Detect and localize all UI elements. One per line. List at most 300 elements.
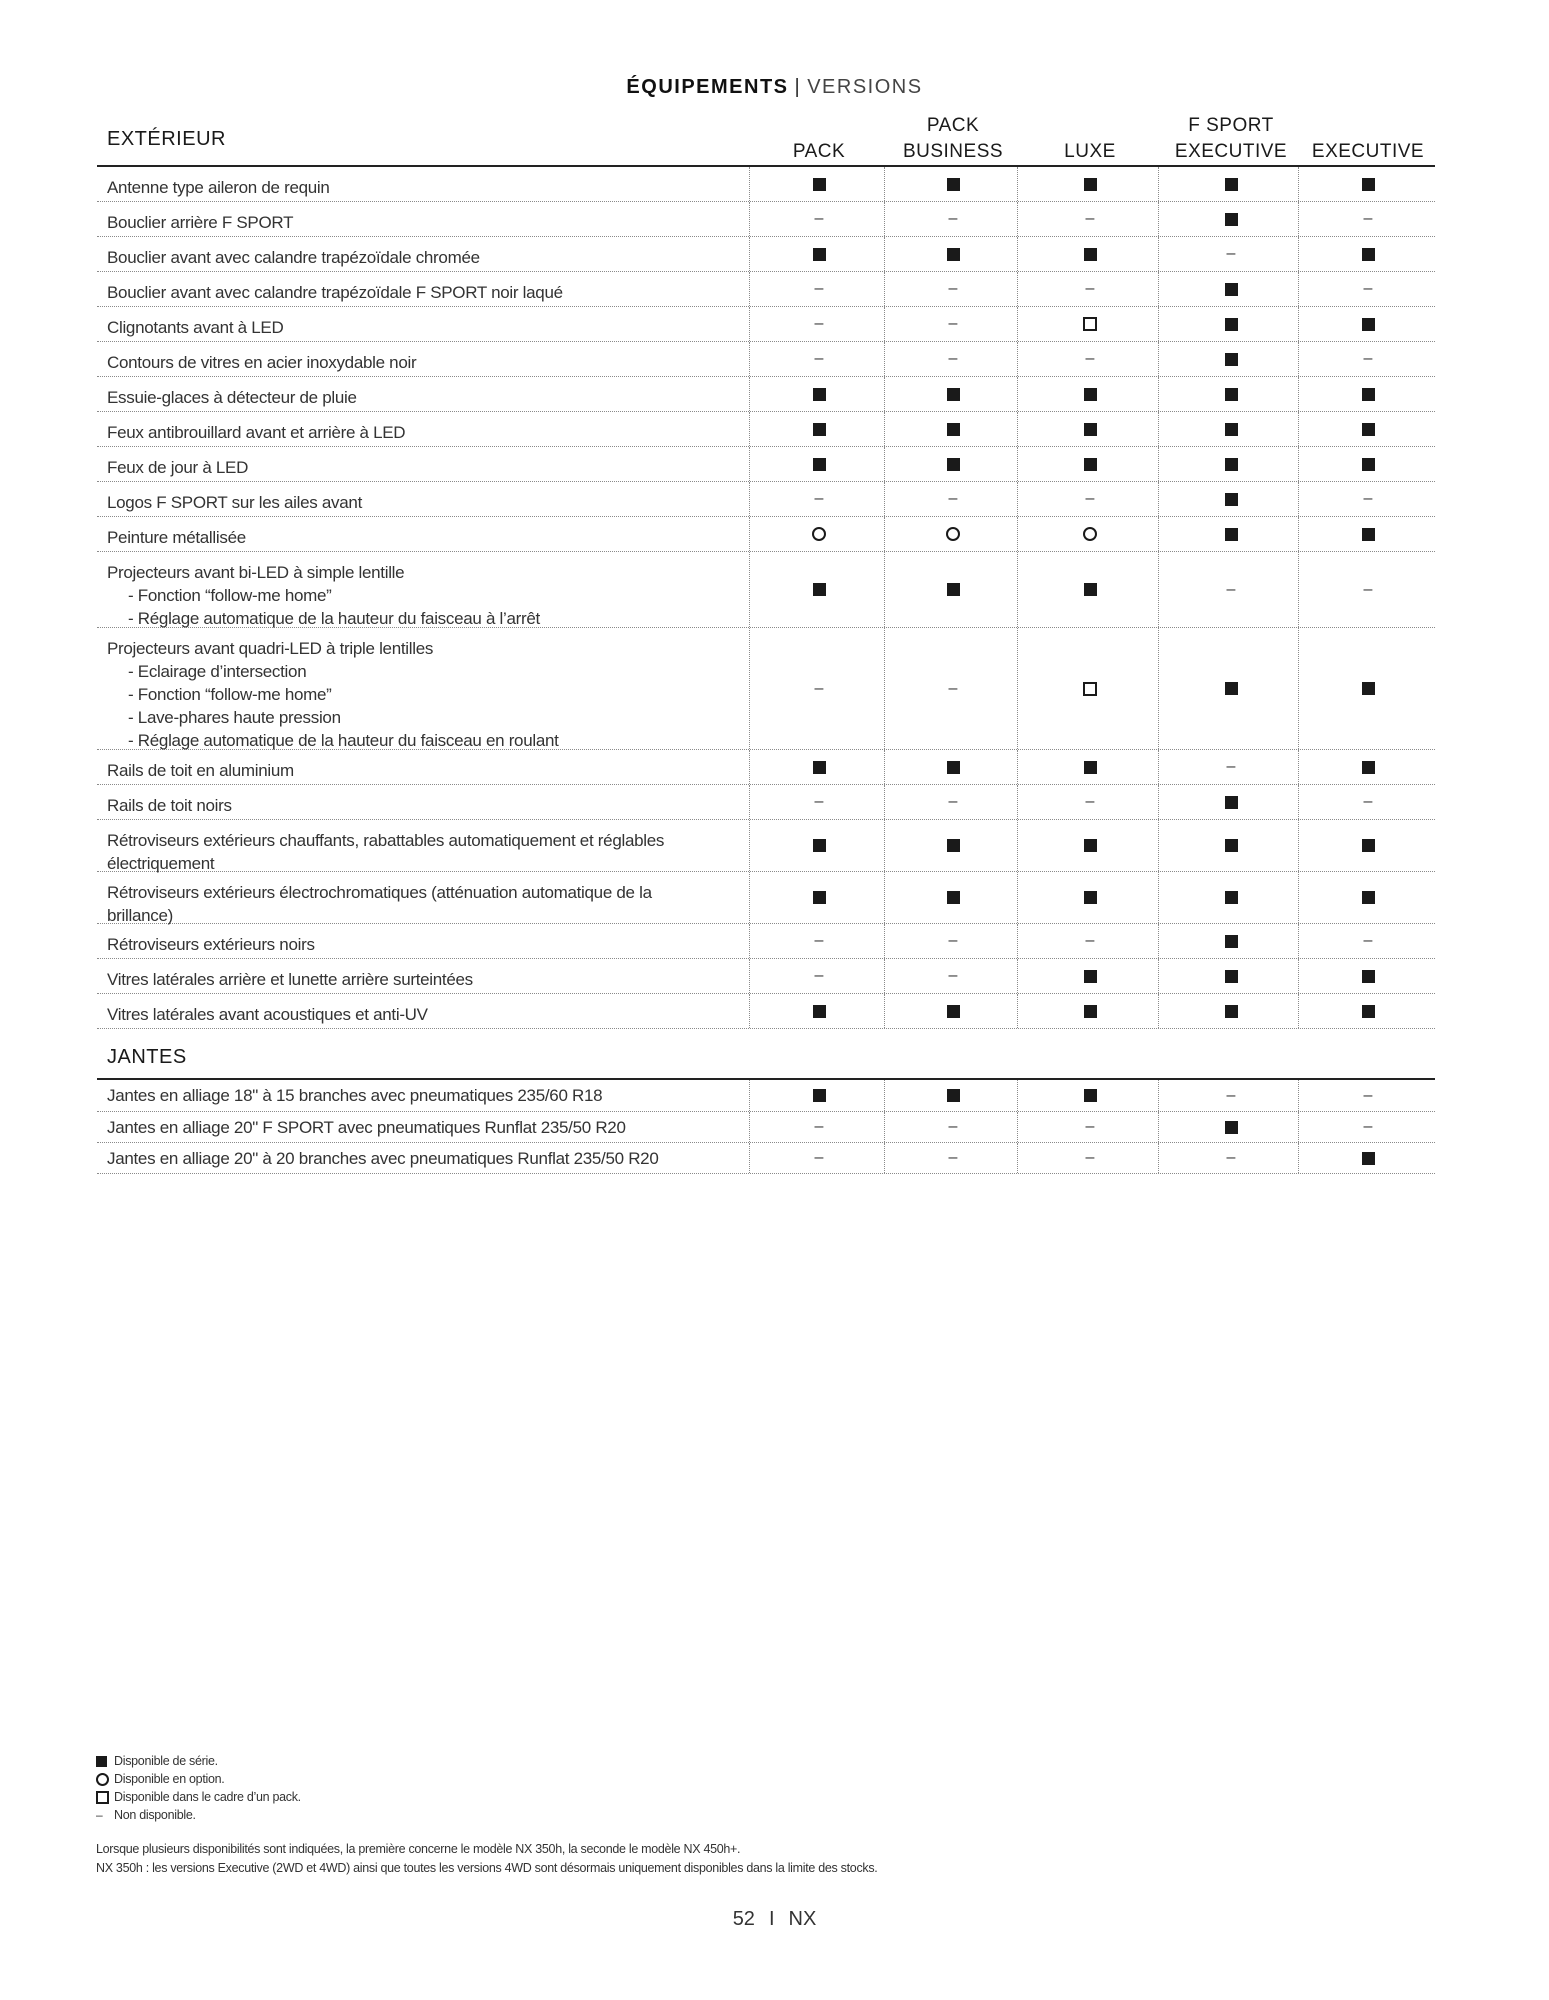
column-divider xyxy=(1158,552,1159,627)
column-divider xyxy=(884,1143,885,1173)
availability-cell xyxy=(887,1143,1019,1173)
column-divider xyxy=(1158,202,1159,236)
column-divider xyxy=(1158,237,1159,271)
availability-cell xyxy=(1301,924,1435,958)
availability-cell xyxy=(1301,482,1435,516)
table-row xyxy=(97,924,1435,959)
column-header xyxy=(887,113,1019,165)
availability-cell xyxy=(1161,872,1301,923)
column-divider xyxy=(884,924,885,958)
column-divider xyxy=(749,412,750,446)
availability-cell xyxy=(1301,820,1435,871)
column-divider xyxy=(1298,167,1299,201)
column-divider xyxy=(749,785,750,819)
standard-square-icon xyxy=(1225,388,1238,401)
column-divider xyxy=(1158,872,1159,923)
table-row xyxy=(97,1080,1435,1112)
pack-open-square-icon xyxy=(1083,317,1097,331)
column-divider xyxy=(884,202,885,236)
availability-cell xyxy=(1301,447,1435,481)
standard-square-icon xyxy=(813,388,826,401)
row-label xyxy=(107,246,707,269)
availability-cell xyxy=(1020,959,1160,993)
column-divider xyxy=(884,552,885,627)
standard-square-icon xyxy=(1225,458,1238,471)
availability-cell xyxy=(1020,447,1160,481)
standard-square-icon xyxy=(813,1005,826,1018)
page-footer xyxy=(0,1908,1549,1931)
row-label-main: Vitres latérales arrière et lunette arrière surteintées xyxy=(107,970,473,989)
row-label xyxy=(107,176,707,199)
standard-square-icon xyxy=(1225,353,1238,366)
availability-cell xyxy=(1301,167,1435,201)
availability-cell xyxy=(887,202,1019,236)
row-label xyxy=(107,968,707,991)
availability-cell xyxy=(1020,820,1160,871)
table-row xyxy=(97,482,1435,517)
availability-cell xyxy=(1161,307,1301,341)
standard-square-icon xyxy=(1084,388,1097,401)
standard-square-icon xyxy=(1362,1005,1375,1018)
availability-cell xyxy=(1301,517,1435,551)
legend-text: Disponible en option. xyxy=(114,1772,225,1786)
legend-item xyxy=(96,1752,301,1770)
standard-square-icon xyxy=(1225,283,1238,296)
option-circle-icon xyxy=(96,1773,109,1786)
standard-square-icon xyxy=(1225,1121,1238,1134)
column-divider xyxy=(1017,517,1018,551)
not-available-dash: – xyxy=(814,679,824,697)
availability-cell xyxy=(1020,872,1160,923)
availability-cell xyxy=(1161,924,1301,958)
column-divider xyxy=(1158,342,1159,376)
availability-cell xyxy=(1161,342,1301,376)
standard-square-icon xyxy=(1362,248,1375,261)
standard-square-icon xyxy=(1225,178,1238,191)
availability-cell xyxy=(1301,412,1435,446)
column-divider xyxy=(884,872,885,923)
not-available-dash: – xyxy=(1363,490,1373,507)
not-available-dash: – xyxy=(948,210,958,227)
row-label-main: Clignotants avant à LED xyxy=(107,318,284,337)
column-divider xyxy=(749,750,750,784)
table-rows xyxy=(97,167,1435,1029)
availability-cell xyxy=(887,342,1019,376)
availability-cell xyxy=(1301,342,1435,376)
column-divider xyxy=(1158,447,1159,481)
column-divider xyxy=(1158,924,1159,958)
standard-square-icon xyxy=(813,423,826,436)
standard-square-icon xyxy=(1084,839,1097,852)
column-divider xyxy=(1017,272,1018,306)
not-available-dash: – xyxy=(948,280,958,297)
row-label-sub: - Eclairage d’intersection xyxy=(128,662,307,681)
availability-cell xyxy=(752,750,886,784)
title-separator: | xyxy=(794,76,802,98)
not-available-dash: – xyxy=(1363,580,1373,598)
availability-cell xyxy=(1020,517,1160,551)
availability-cell xyxy=(1020,628,1160,749)
row-label-main: Rails de toit noirs xyxy=(107,796,232,815)
section-exterieur xyxy=(97,112,1435,1029)
column-divider xyxy=(1017,872,1018,923)
not-available-dash: – xyxy=(948,490,958,507)
column-divider xyxy=(1298,628,1299,749)
column-divider xyxy=(1298,1143,1299,1173)
table-row xyxy=(97,272,1435,307)
column-divider xyxy=(884,785,885,819)
availability-cell xyxy=(752,447,886,481)
not-available-dash: – xyxy=(814,932,824,949)
column-divider xyxy=(1298,412,1299,446)
column-divider xyxy=(1158,377,1159,411)
not-available-dash: – xyxy=(1085,1149,1095,1166)
availability-cell xyxy=(887,552,1019,627)
availability-cell xyxy=(1161,412,1301,446)
standard-square-icon xyxy=(1362,891,1375,904)
table-row xyxy=(97,202,1435,237)
column-divider xyxy=(1298,342,1299,376)
standard-square-icon xyxy=(813,458,826,471)
table-row xyxy=(97,307,1435,342)
row-label-main: Vitres latérales avant acoustiques et anti-UV xyxy=(107,1005,428,1024)
column-divider xyxy=(1158,750,1159,784)
column-divider xyxy=(1158,307,1159,341)
column-divider xyxy=(1158,1112,1159,1142)
column-divider xyxy=(749,1112,750,1142)
row-label-main: Bouclier avant avec calandre trapézoïdale chromée xyxy=(107,248,480,267)
availability-cell xyxy=(752,482,886,516)
availability-cell xyxy=(1161,552,1301,627)
column-divider xyxy=(884,1080,885,1111)
row-label-sub: brillance) xyxy=(107,906,173,925)
availability-cell xyxy=(1161,517,1301,551)
column-divider xyxy=(1298,994,1299,1028)
standard-square-icon xyxy=(1362,1152,1375,1165)
standard-square-icon xyxy=(1084,891,1097,904)
standard-square-icon xyxy=(1225,891,1238,904)
availability-cell xyxy=(1161,202,1301,236)
availability-cell xyxy=(752,628,886,749)
standard-square-icon xyxy=(1084,583,1097,596)
availability-cell xyxy=(752,1112,886,1142)
column-divider xyxy=(749,377,750,411)
column-header-line2: EXECUTIVE xyxy=(1311,141,1425,162)
row-label-sub: - Réglage automatique de la hauteur du faisceau à l’arrêt xyxy=(128,609,540,628)
standard-square-icon xyxy=(813,178,826,191)
legend-symbol xyxy=(96,1807,114,1823)
column-divider xyxy=(1017,1080,1018,1111)
row-label-main: Feux de jour à LED xyxy=(107,458,249,477)
availability-cell xyxy=(752,377,886,411)
row-label-sub: - Fonction “follow-me home” xyxy=(128,586,332,605)
legend-text: Disponible de série. xyxy=(114,1754,218,1768)
standard-square-icon xyxy=(1362,970,1375,983)
column-divider xyxy=(884,237,885,271)
availability-cell xyxy=(1161,1112,1301,1142)
availability-cell xyxy=(752,237,886,271)
standard-square-icon xyxy=(947,248,960,261)
not-available-dash: – xyxy=(1363,350,1373,367)
standard-square-icon xyxy=(1225,839,1238,852)
availability-cell xyxy=(1020,1080,1160,1111)
not-available-dash: – xyxy=(1363,932,1373,949)
standard-square-icon xyxy=(1362,528,1375,541)
availability-cell xyxy=(752,924,886,958)
availability-cell xyxy=(887,750,1019,784)
column-divider xyxy=(1298,785,1299,819)
not-available-dash: – xyxy=(948,350,958,367)
column-divider xyxy=(884,342,885,376)
availability-cell xyxy=(1020,377,1160,411)
availability-cell xyxy=(887,785,1019,819)
standard-square-icon xyxy=(1225,493,1238,506)
row-label-main: Feux antibrouillard avant et arrière à LED xyxy=(107,423,406,442)
standard-square-icon xyxy=(1225,1005,1238,1018)
table-rows xyxy=(97,1080,1435,1174)
row-label xyxy=(107,561,707,630)
availability-cell xyxy=(887,820,1019,871)
availability-cell xyxy=(1161,994,1301,1028)
availability-cell xyxy=(887,307,1019,341)
column-header xyxy=(1020,113,1160,165)
column-divider xyxy=(884,517,885,551)
availability-cell xyxy=(1161,377,1301,411)
row-label-main: Peinture métallisée xyxy=(107,528,246,547)
table-row xyxy=(97,872,1435,924)
column-divider xyxy=(1298,377,1299,411)
standard-square-icon xyxy=(1084,1005,1097,1018)
standard-square-icon xyxy=(1362,423,1375,436)
availability-cell xyxy=(1161,237,1301,271)
availability-cell xyxy=(1161,1080,1301,1111)
availability-cell xyxy=(1301,377,1435,411)
availability-cell xyxy=(752,517,886,551)
note-1: Lorsque plusieurs disponibilités sont indiquées, la première concerne le modèle NX 350h, la seconde le modèle NX 450h+. xyxy=(96,1842,741,1856)
not-available-dash: – xyxy=(1363,1086,1373,1104)
table-row xyxy=(97,628,1435,750)
column-divider xyxy=(749,517,750,551)
availability-cell xyxy=(887,412,1019,446)
not-available-dash: – xyxy=(948,932,958,949)
availability-cell xyxy=(1301,1143,1435,1173)
column-divider xyxy=(1298,924,1299,958)
column-divider xyxy=(1298,552,1299,627)
column-divider xyxy=(1017,994,1018,1028)
row-label xyxy=(107,456,707,479)
column-divider xyxy=(884,1112,885,1142)
section-title: JANTES xyxy=(107,1046,187,1068)
availability-cell xyxy=(1161,750,1301,784)
standard-square-icon xyxy=(1225,970,1238,983)
availability-cell xyxy=(752,872,886,923)
availability-cell xyxy=(752,820,886,871)
column-divider xyxy=(749,959,750,993)
note-2: NX 350h : les versions Executive (2WD et 4WD) ainsi que toutes les versions 4WD sont désormais uniquement disponibles dans la limite des stocks. xyxy=(96,1861,878,1875)
option-circle-icon xyxy=(1083,527,1097,541)
not-available-dash: – xyxy=(1226,1086,1236,1104)
availability-cell xyxy=(887,1112,1019,1142)
availability-cell xyxy=(1020,994,1160,1028)
row-label-main: Bouclier avant avec calandre trapézoïdale F SPORT noir laqué xyxy=(107,283,563,302)
column-divider xyxy=(1298,272,1299,306)
availability-cell xyxy=(887,872,1019,923)
column-header-line1 xyxy=(752,113,886,139)
standard-square-icon xyxy=(813,1089,826,1102)
table-row xyxy=(97,237,1435,272)
column-divider xyxy=(884,628,885,749)
column-divider xyxy=(1017,552,1018,627)
standard-square-icon xyxy=(947,761,960,774)
availability-cell xyxy=(752,307,886,341)
standard-square-icon xyxy=(1084,761,1097,774)
availability-cell xyxy=(752,202,886,236)
standard-square-icon xyxy=(1225,423,1238,436)
not-available-dash: – xyxy=(1085,490,1095,507)
column-divider xyxy=(1158,994,1159,1028)
not-available-dash: – xyxy=(948,679,958,697)
row-label-main: Rétroviseurs extérieurs chauffants, rabattables automatiquement et réglables xyxy=(107,831,665,850)
availability-cell xyxy=(1020,272,1160,306)
column-header xyxy=(1161,113,1301,165)
column-divider xyxy=(1298,750,1299,784)
availability-cell xyxy=(1020,1143,1160,1173)
column-divider xyxy=(1017,237,1018,271)
row-label-main: Rails de toit en aluminium xyxy=(107,761,294,780)
column-header-line1: PACK xyxy=(926,115,980,136)
row-label xyxy=(107,1147,707,1170)
legend xyxy=(96,1752,301,1824)
standard-square-icon xyxy=(1225,213,1238,226)
column-divider xyxy=(884,447,885,481)
column-divider xyxy=(884,820,885,871)
standard-square-icon xyxy=(947,583,960,596)
standard-square-icon xyxy=(1362,178,1375,191)
column-divider xyxy=(1017,785,1018,819)
availability-cell xyxy=(1301,785,1435,819)
standard-square-icon xyxy=(1362,318,1375,331)
availability-cell xyxy=(1161,785,1301,819)
standard-square-icon xyxy=(1225,682,1238,695)
table-row xyxy=(97,342,1435,377)
row-label-main: Projecteurs avant bi-LED à simple lentille xyxy=(107,563,405,582)
standard-square-icon xyxy=(1362,682,1375,695)
row-label xyxy=(107,881,707,927)
row-label-main: Rétroviseurs extérieurs électrochromatiques (atténuation automatique de la xyxy=(107,883,652,902)
column-header-line2: PACK xyxy=(792,141,846,162)
availability-cell xyxy=(752,959,886,993)
column-header-line1: F SPORT xyxy=(1188,115,1274,136)
column-divider xyxy=(1158,167,1159,201)
not-available-dash: – xyxy=(814,793,824,810)
availability-cell xyxy=(1020,1112,1160,1142)
not-available-dash: – xyxy=(96,1808,103,1822)
availability-cell xyxy=(1161,447,1301,481)
availability-cell xyxy=(1020,307,1160,341)
row-label-main: Rétroviseurs extérieurs noirs xyxy=(107,935,315,954)
availability-cell xyxy=(752,342,886,376)
not-available-dash: – xyxy=(814,490,824,507)
row-label xyxy=(107,491,707,514)
column-divider xyxy=(1298,517,1299,551)
row-label-main: Antenne type aileron de requin xyxy=(107,178,330,197)
not-available-dash: – xyxy=(1085,793,1095,810)
column-divider xyxy=(749,628,750,749)
column-divider xyxy=(1298,202,1299,236)
row-label-sub: électriquement xyxy=(107,854,215,873)
row-label xyxy=(107,759,707,782)
not-available-dash: – xyxy=(948,1118,958,1135)
column-divider xyxy=(749,994,750,1028)
section-jantes xyxy=(97,1032,1435,1174)
column-header xyxy=(752,113,886,165)
row-label-main: Projecteurs avant quadri-LED à triple lentilles xyxy=(107,639,434,658)
page-title xyxy=(0,76,1549,99)
availability-cell xyxy=(887,924,1019,958)
not-available-dash: – xyxy=(1363,210,1373,227)
availability-cell xyxy=(1020,342,1160,376)
column-divider xyxy=(1158,959,1159,993)
availability-cell xyxy=(1301,307,1435,341)
column-divider xyxy=(749,167,750,201)
column-divider xyxy=(884,167,885,201)
standard-square-icon xyxy=(813,248,826,261)
column-divider xyxy=(749,552,750,627)
standard-square-icon xyxy=(96,1756,107,1767)
column-divider xyxy=(884,994,885,1028)
availability-cell xyxy=(1301,959,1435,993)
availability-cell xyxy=(1161,820,1301,871)
availability-cell xyxy=(752,272,886,306)
column-divider xyxy=(749,482,750,516)
column-divider xyxy=(1017,820,1018,871)
row-label xyxy=(107,351,707,374)
availability-cell xyxy=(752,1143,886,1173)
section-header xyxy=(97,112,1435,167)
standard-square-icon xyxy=(1084,248,1097,261)
column-header-line1 xyxy=(1020,113,1160,139)
column-divider xyxy=(1158,412,1159,446)
table-row xyxy=(97,377,1435,412)
column-divider xyxy=(749,872,750,923)
table-row xyxy=(97,517,1435,552)
column-divider xyxy=(1017,924,1018,958)
table-row xyxy=(97,820,1435,872)
availability-cell xyxy=(887,482,1019,516)
column-divider xyxy=(1017,412,1018,446)
availability-cell xyxy=(887,994,1019,1028)
standard-square-icon xyxy=(1084,458,1097,471)
legend-text: Disponible dans le cadre d’un pack. xyxy=(114,1790,301,1804)
row-label xyxy=(107,1003,707,1026)
not-available-dash: – xyxy=(948,315,958,332)
availability-cell xyxy=(752,552,886,627)
title-versions: VERSIONS xyxy=(807,76,923,98)
model-name: NX xyxy=(788,1908,817,1930)
column-divider xyxy=(1158,1143,1159,1173)
availability-cell xyxy=(1301,872,1435,923)
availability-cell xyxy=(752,994,886,1028)
column-divider xyxy=(1298,482,1299,516)
column-divider xyxy=(749,447,750,481)
standard-square-icon xyxy=(1362,761,1375,774)
availability-cell xyxy=(1301,628,1435,749)
column-divider xyxy=(1017,1143,1018,1173)
title-equipements: ÉQUIPEMENTS xyxy=(626,76,789,98)
table-row xyxy=(97,1112,1435,1143)
table-row xyxy=(97,994,1435,1029)
column-divider xyxy=(1298,237,1299,271)
